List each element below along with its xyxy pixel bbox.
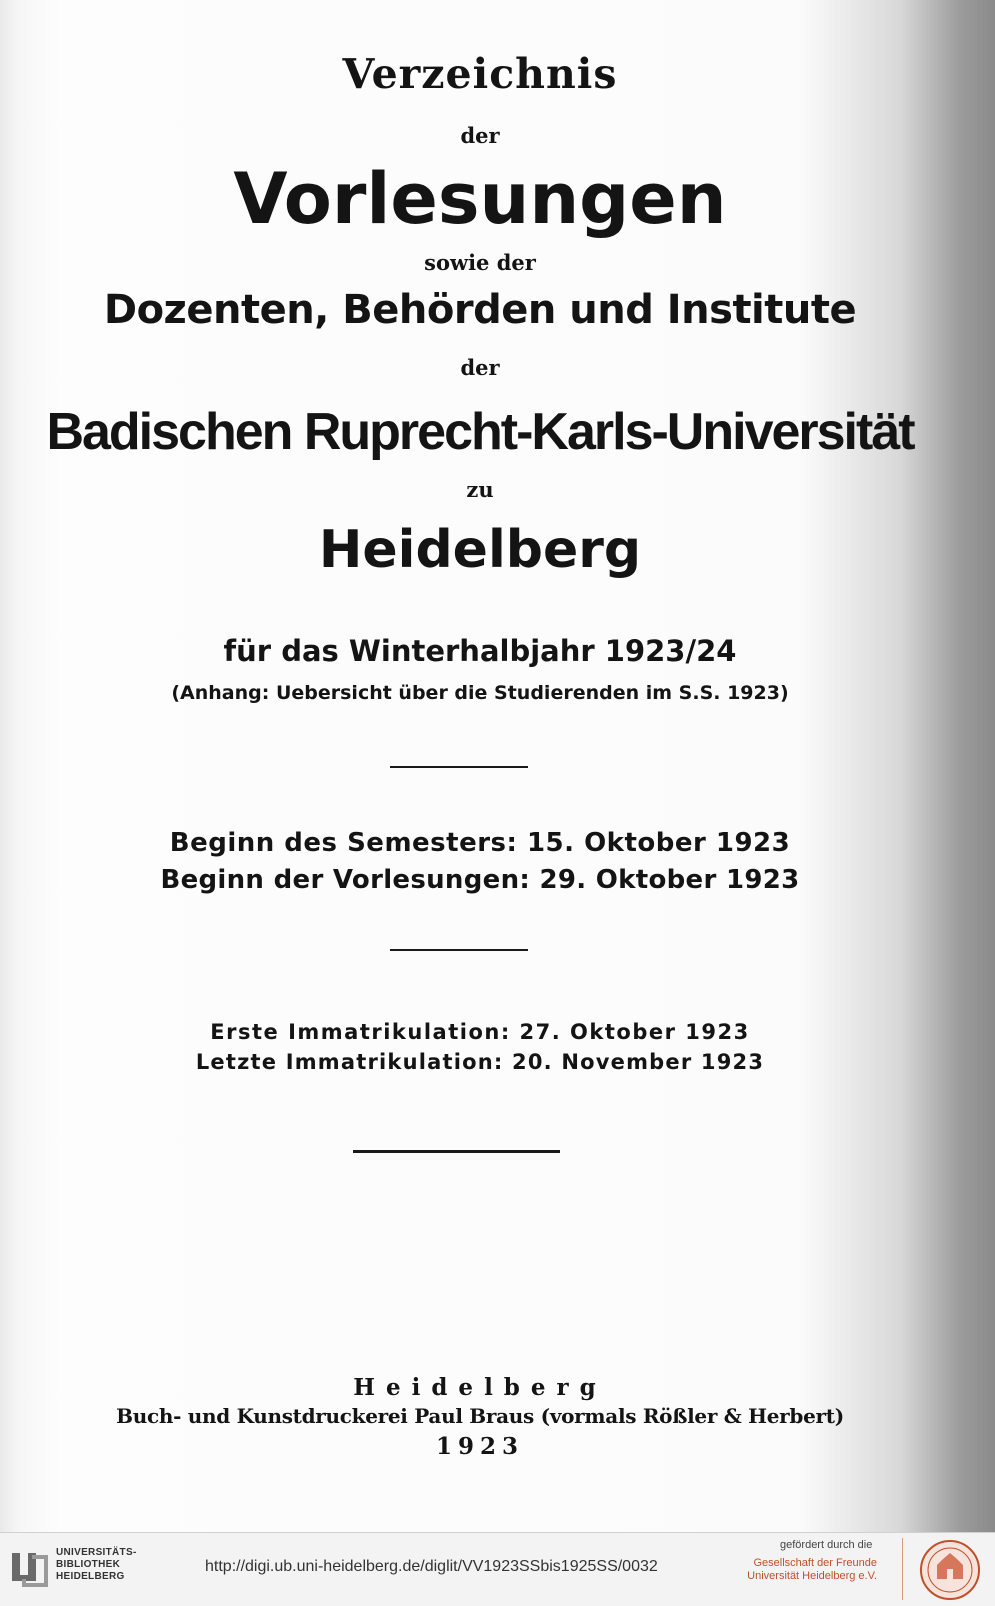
divider-rule-2 — [390, 949, 528, 951]
semester-line: für das Winterhalbjahr 1923/24 — [223, 634, 737, 668]
title-der-1: der — [460, 123, 500, 148]
library-name-line3: HEIDELBERG — [56, 1571, 125, 1582]
lectures-start: Beginn der Vorlesungen: 29. Oktober 1923 — [160, 865, 800, 895]
digitization-footer — [0, 1532, 995, 1606]
divider-rule-1 — [390, 766, 528, 768]
title-sowie-der: sowie der — [424, 250, 536, 275]
sponsor-divider — [902, 1538, 903, 1600]
imprint-printer: Buch- und Kunstdruckerei Paul Braus (vormals Rößler & Herbert) — [116, 1404, 844, 1428]
title-vorlesungen: Vorlesungen — [233, 158, 727, 240]
title-heidelberg: Heidelberg — [318, 520, 642, 580]
divider-rule-3 — [353, 1150, 560, 1153]
library-name — [56, 1547, 137, 1583]
sponsor-label: gefördert durch die — [780, 1539, 873, 1551]
sponsor-name-line2: Universität Heidelberg e.V. — [747, 1570, 877, 1582]
last-enrollment: Letzte Immatrikulation: 20. November 1923 — [195, 1050, 765, 1074]
imprint-year: 1923 — [435, 1433, 524, 1460]
library-logo-icon — [6, 1545, 52, 1593]
semester-start: Beginn des Semesters: 15. Oktober 1923 — [169, 828, 791, 858]
title-verzeichnis: Verzeichnis — [342, 50, 618, 98]
title-dozenten: Dozenten, Behörden und Institute — [103, 287, 857, 333]
title-der-2: der — [460, 355, 500, 380]
first-enrollment: Erste Immatrikulation: 27. Oktober 1923 — [210, 1020, 750, 1044]
title-universitaet: Badischen Ruprecht-Karls-Universität — [46, 403, 914, 461]
title-zu: zu — [466, 477, 494, 502]
library-name-line1: UNIVERSITÄTS- — [56, 1547, 137, 1558]
university-seal-icon — [917, 1539, 983, 1601]
appendix-line: (Anhang: Uebersicht über die Studierenden im S.S. 1923) — [171, 682, 789, 704]
sponsor-name — [747, 1557, 877, 1583]
permalink-url[interactable]: http://digi.ub.uni-heidelberg.de/diglit/VV1923SSbis1925SS/0032 — [205, 1558, 658, 1575]
imprint-place: Heidelberg — [353, 1374, 607, 1401]
library-name-line2: BIBLIOTHEK — [56, 1559, 121, 1570]
sponsor-name-line1: Gesellschaft der Freunde — [753, 1557, 877, 1569]
